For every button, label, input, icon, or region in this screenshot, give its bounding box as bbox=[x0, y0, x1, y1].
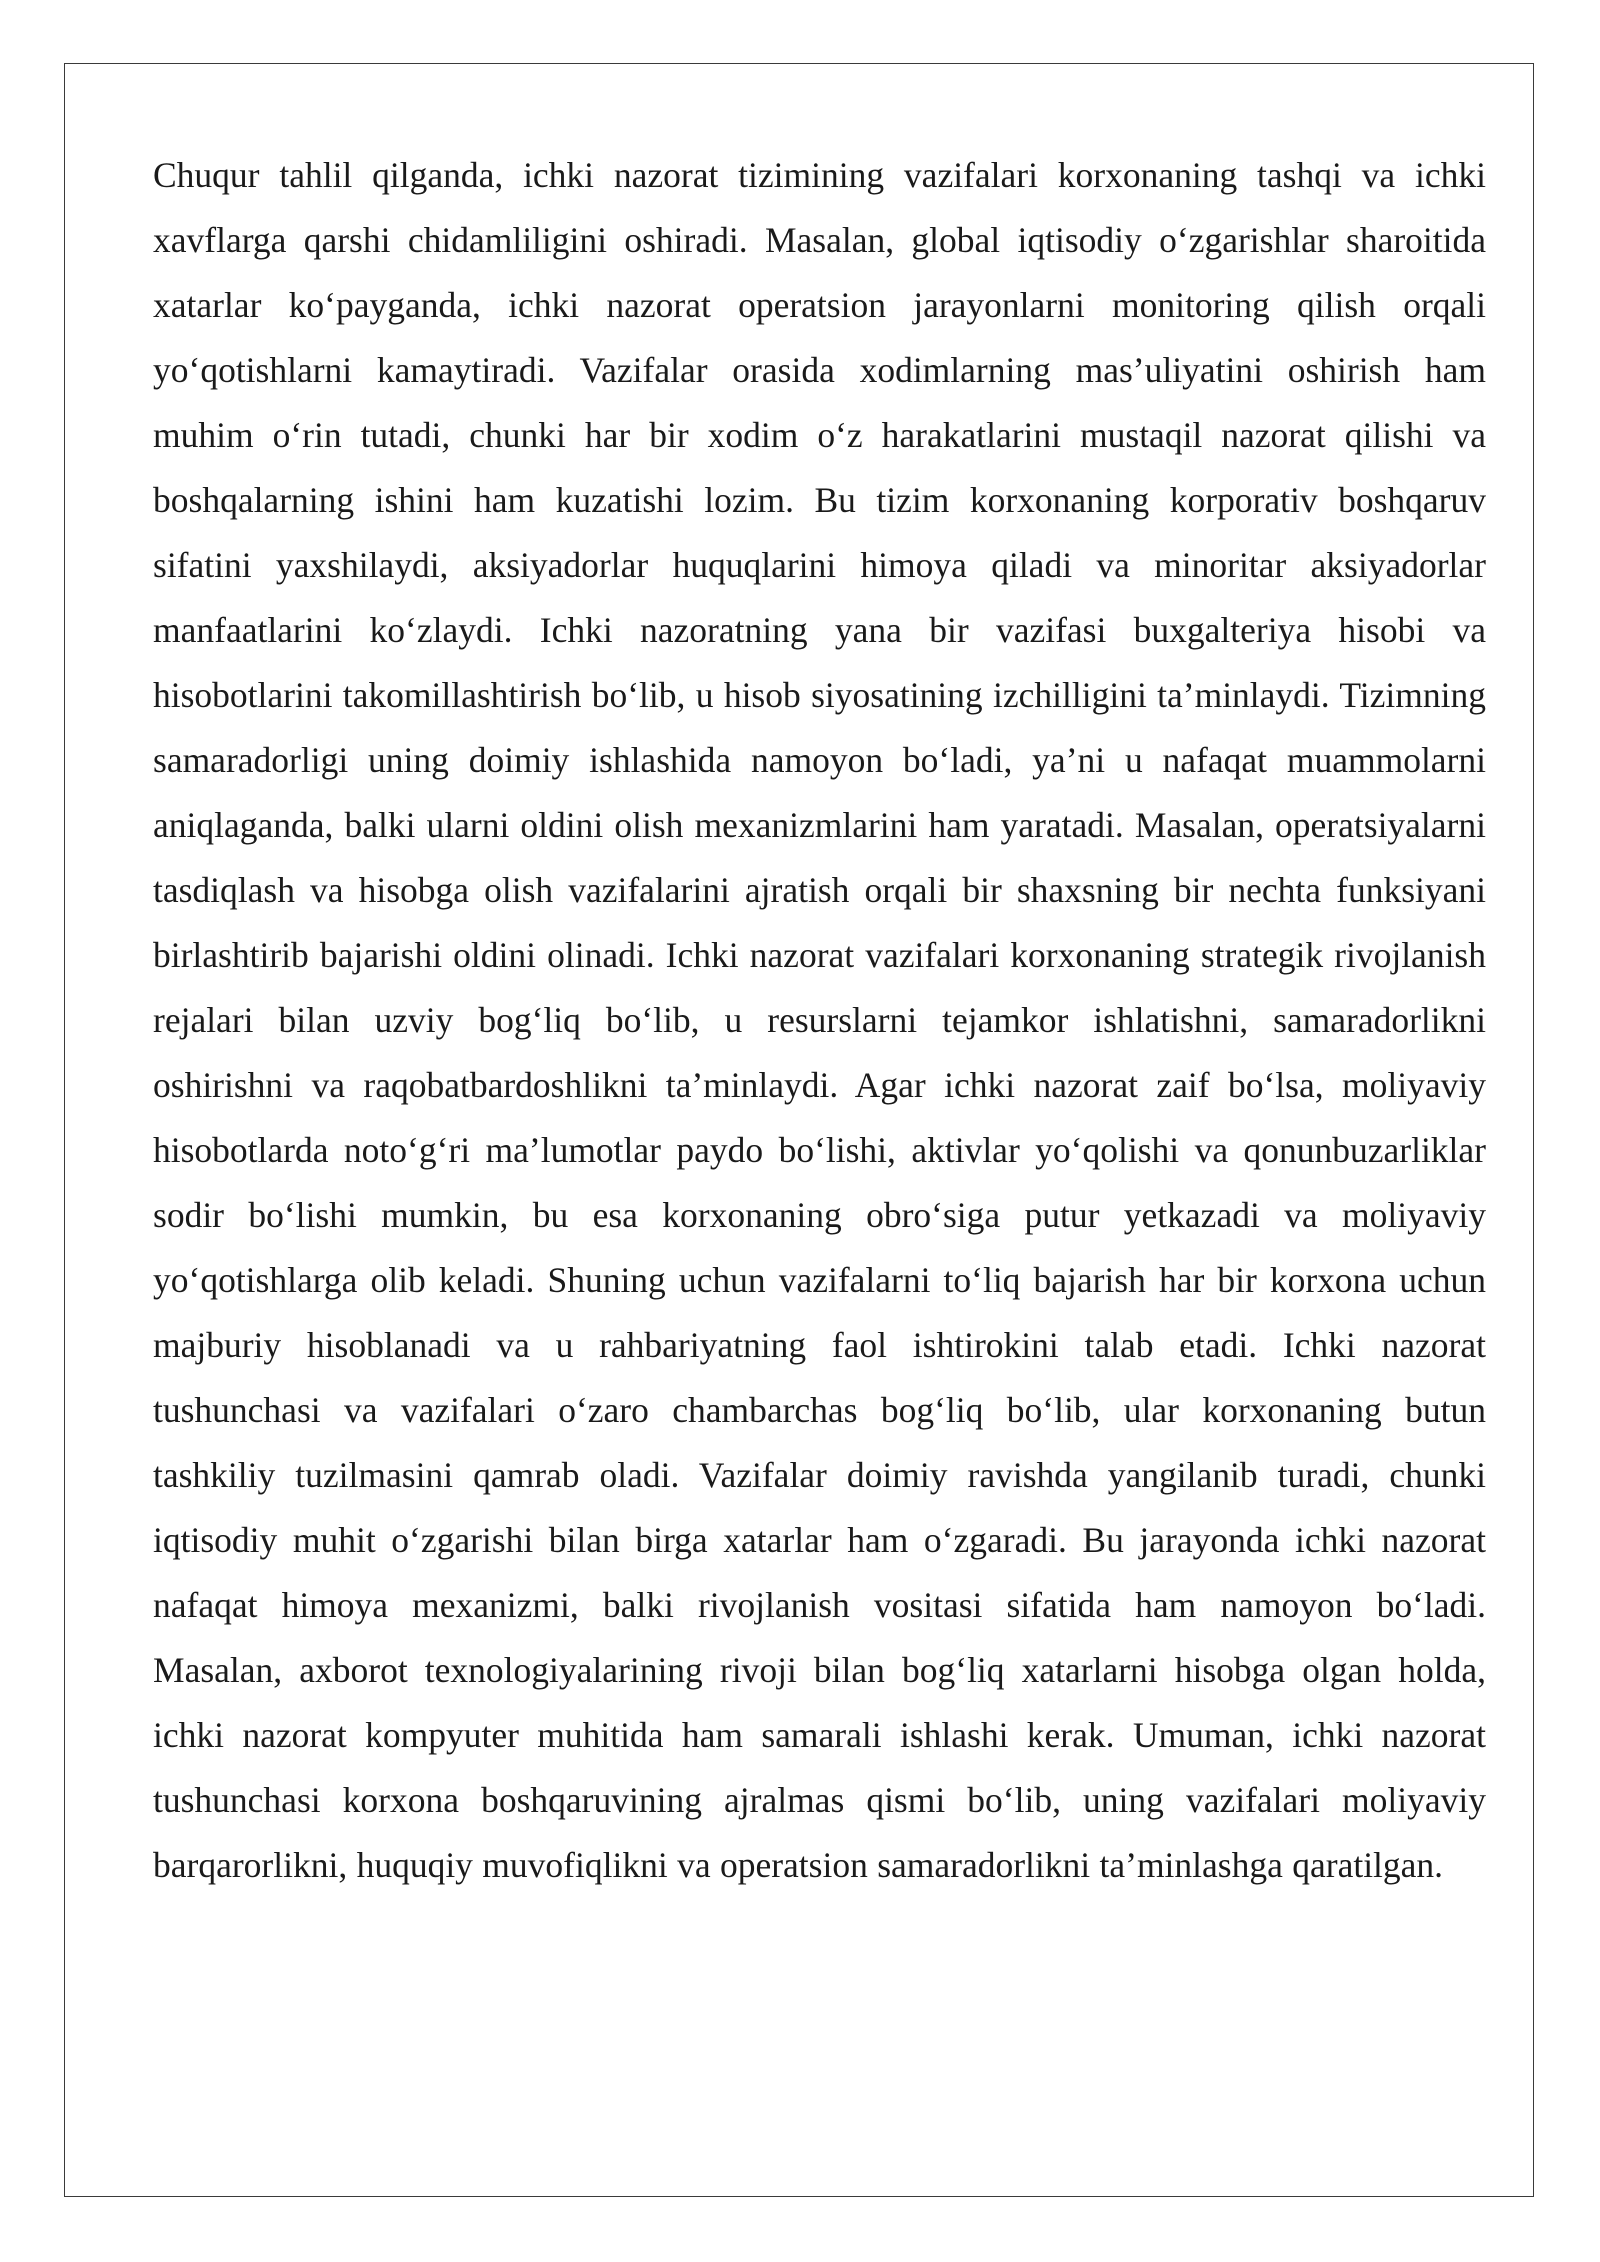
body-paragraph: Chuqur tahlil qilganda, ichki nazorat tizimining vazifalari korxonaning tashqi va ichki xavflarga qarshi chidamliligini oshiradi. Masalan, global iqtisodiy o‘zgarishlar sharoitida xatarlar ko‘payganda, ichki nazorat operatsion jarayonlarni monitoring qilish orqali yo‘qotishlarni kamaytiradi. Vazifalar orasida xodimlarning mas’uliyatini oshirish ham muhim o‘rin tutadi, chunki har bir xodim o‘z harakatlarini mustaqil nazorat qilishi va boshqalarning ishini ham kuzatishi lozim. Bu tizim korxonaning korporativ boshqaruv sifatini yaxshilaydi, aksiyadorlar huquqlarini himoya qiladi va minoritar aksiyadorlar manfaatlarini ko‘zlaydi. Ichki nazoratning yana bir vazifasi buxgalteriya hisobi va hisobotlarini takomillashtirish bo‘lib, u hisob siyosatining izchilligini ta’minlaydi. Tizimning samaradorligi uning doimiy ishlashida namoyon bo‘ladi, ya’ni u nafaqat muammolarni aniqlaganda, balki ularni oldini olish mexanizmlarini ham yaratadi. Masalan, operatsiyalarni tasdiqlash va hisobga olish vazifalarini ajratish orqali bir shaxsning bir nechta funksiyani birlashtirib bajarishi oldini olinadi. Ichki nazorat vazifalari korxonaning strategik rivojlanish rejalari bilan uzviy bog‘liq bo‘lib, u resurslarni tejamkor ishlatishni, samaradorlikni oshirishni va raqobatbardoshlikni ta’minlaydi. Agar ichki nazorat zaif bo‘lsa, moliyaviy hisobotlarda noto‘g‘ri ma’lumotlar paydo bo‘lishi, aktivlar yo‘qolishi va qonunbuzarliklar sodir bo‘lishi mumkin, bu esa korxonaning obro‘siga putur yetkazadi va moliyaviy yo‘qotishlarga olib keladi. Shuning uchun vazifalarni to‘liq bajarish har bir korxona uchun majburiy hisoblanadi va u rahbariyatning faol ishtirokini talab etadi. Ichki nazorat tushunchasi va vazifalari o‘zaro chambarchas bog‘liq bo‘lib, ular korxonaning butun tashkiliy tuzilmasini qamrab oladi. Vazifalar doimiy ravishda yangilanib turadi, chunki iqtisodiy muhit o‘zgarishi bilan birga xatarlar ham o‘zgaradi. Bu jarayonda ichki nazorat nafaqat himoya mexanizmi, balki rivojlanish vositasi sifatida ham namoyon bo‘ladi. Masalan, axborot texnologiyalarining rivoji bilan bog‘liq xatarlarni hisobga olgan holda, ichki nazorat kompyuter muhitida ham samarali ishlashi kerak. Umuman, ichki nazorat tushunchasi korxona boshqaruvining ajralmas qismi bo‘lib, uning vazifalari moliyaviy barqarorlikni, huquqiy muvofiqlikni va operatsion samaradorlikni ta’minlashga qaratilgan. bbox=[153, 155, 1486, 1885]
